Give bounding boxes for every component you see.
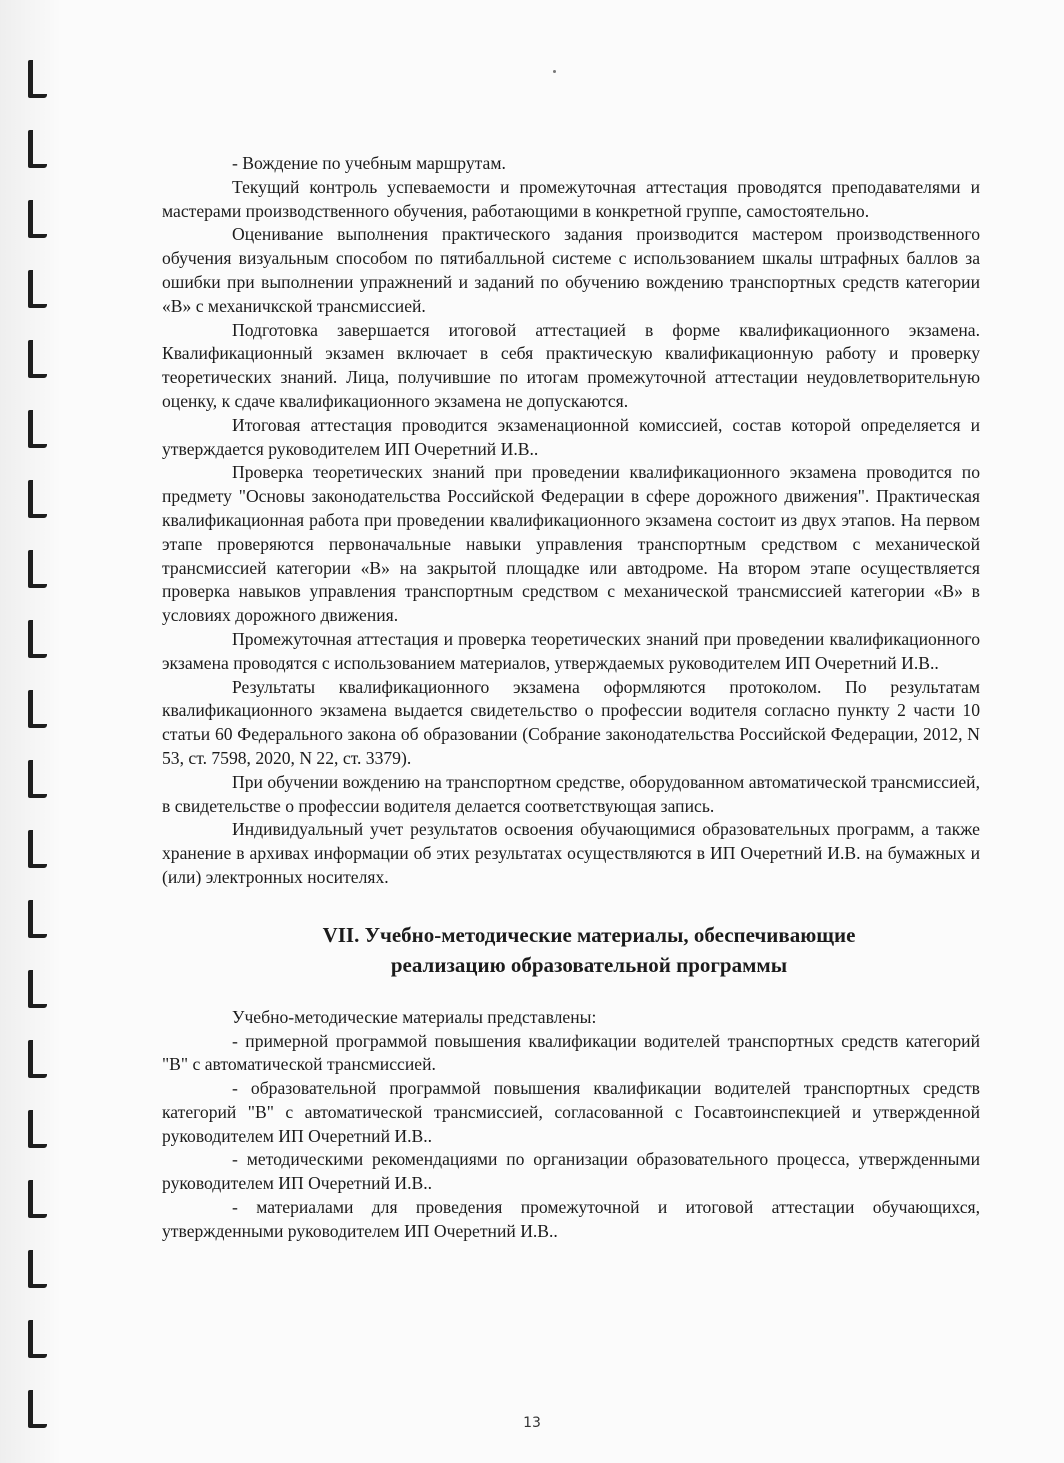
page-number: 13 <box>523 1415 541 1431</box>
binding-ring <box>28 1180 47 1218</box>
binding-ring <box>28 1250 47 1288</box>
binding-ring <box>28 60 47 98</box>
binding-ring <box>28 410 47 448</box>
paragraph: Текущий контроль успеваемости и промежуточная аттестация проводятся преподавателями и мастерами производственного обучения, работающими в конкретной группе, самостоятельно. <box>162 176 980 221</box>
binding-ring <box>28 1110 47 1148</box>
binding-ring <box>28 830 47 868</box>
paragraph: Подготовка завершается итоговой аттестацией в форме квалификационного экзамена. Квалификационный экзамен включает в себя практическую квалификационную работу и проверку теоретических знаний. Лица, получившие по итогам промежуточной аттестации неудовлетворительную оценку, к сдаче квалификационного экзамена не допускаются. <box>162 319 980 411</box>
binding-ring <box>28 620 47 658</box>
document-body <box>162 152 980 1244</box>
section-list-item: - образовательной программой повышения квалификации водителей транспортных средств категорий "В" с автоматической трансмиссией, согласованной с Госавтоинспекцией и утвержденной руководителем ИП Очеретний И.В.. <box>162 1078 980 1146</box>
paragraph: При обучении вождению на транспортном средстве, оборудованном автоматической трансмиссией, в свидетельстве о профессии водителя делается соответствующая запись. <box>162 771 980 816</box>
spiral-binding <box>28 48 68 1448</box>
binding-ring <box>28 690 47 728</box>
paragraph: Итоговая аттестация проводится экзаменационной комиссией, состав которой определяется и утверждается руководителем ИП Очеретний И.В.. <box>162 414 980 459</box>
paragraph: Индивидуальный учет результатов освоения обучающимися образовательных программ, а также хранение в архивах информации об этих результатах осуществляются в ИП Очеретний И.В. на бумажных и (или) электронных носителях. <box>162 819 980 887</box>
paragraph: - Вождение по учебным маршрутам. <box>232 153 506 173</box>
section-list-item: - примерной программой повышения квалификации водителей транспортных средств категорий "В" с автоматической трансмиссией. <box>162 1030 980 1075</box>
binding-ring <box>28 1040 47 1078</box>
paragraph: Проверка теоретических знаний при проведении квалификационного экзамена проводится по предмету "Основы законодательства Российской Федерации в сфере дорожного движения". Практическая квалификационная работа при проведении квалификационного экзамена состоит из двух этапов. На первом этапе проверяются первоначальные навыки управления транспортным средством с механической трансмиссией категории «В» на закрытой площадке или автодроме. На втором этапе осуществляется проверка навыков управления транспортным средством с механической трансмиссией категории «В» в условиях дорожного движения. <box>162 462 980 626</box>
section-heading-line: реализацию образовательной программы <box>390 952 788 977</box>
binding-ring <box>28 270 47 308</box>
section-list-item: - методическими рекомендациями по организации образовательного процесса, утвержденными руководителем ИП Очеретний И.В.. <box>162 1149 980 1194</box>
paragraph: Промежуточная аттестация и проверка теоретических знаний при проведении квалификационного экзамена проводятся с использованием материалов, утверждаемых руководителем ИП Очеретний И.В.. <box>162 628 980 673</box>
binding-ring <box>28 760 47 798</box>
scan-speck <box>553 70 556 73</box>
section-paragraph: Учебно-методические материалы представлены: <box>232 1006 597 1027</box>
binding-ring <box>28 970 47 1008</box>
section-list-item: - материалами для проведения промежуточной и итоговой аттестации обучающихся, утвержденными руководителем ИП Очеретний И.В.. <box>162 1197 980 1241</box>
section-heading-line: VII. Учебно-методические материалы, обеспечивающие <box>322 922 856 947</box>
binding-ring <box>28 550 47 588</box>
section-heading <box>162 920 980 980</box>
paragraph: Оценивание выполнения практического задания производится мастером производственного обучения визуальным способом по пятибалльной системе с использованием шкалы штрафных баллов за ошибки при выполнении упражнений и заданий по обучению вождению транспортных средств категории «В» с механичкской трансмиссией. <box>162 224 980 316</box>
paragraph: Результаты квалификационного экзамена оформляются протоколом. По результатам квалификационного экзамена выдается свидетельство о профессии водителя согласно пункту 2 части 10 статьи 60 Федерального закона об образовании (Собрание законодательства Российской Федерации, 2012, N 53, ст. 7598, 2020, N 22, ст. 3379). <box>162 676 980 768</box>
binding-ring <box>28 1320 47 1358</box>
binding-ring <box>28 480 47 518</box>
binding-ring <box>28 900 47 938</box>
binding-ring <box>28 130 47 168</box>
binding-ring <box>28 340 47 378</box>
binding-ring <box>28 200 47 238</box>
